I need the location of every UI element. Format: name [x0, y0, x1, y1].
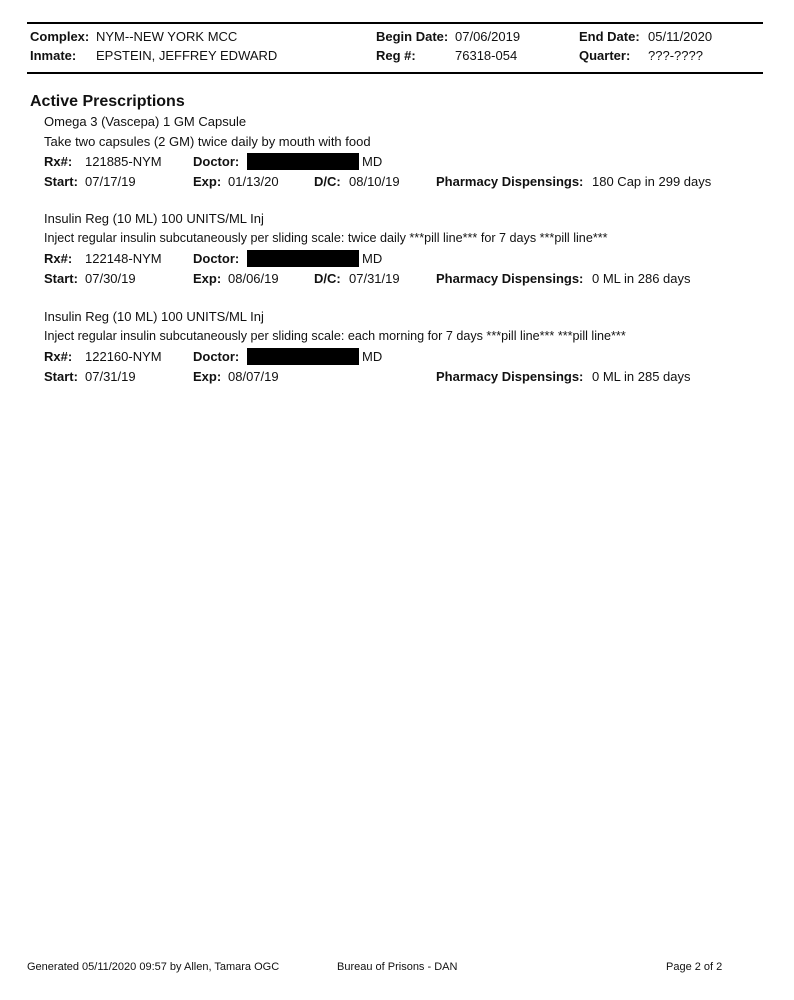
quarter-label: Quarter:	[579, 48, 631, 63]
drug-name: Omega 3 (Vascepa) 1 GM Capsule	[44, 114, 247, 129]
pharmacy-label: Pharmacy Dispensings:	[436, 271, 584, 286]
doctor-label: Doctor:	[193, 349, 240, 364]
section-title: Active Prescriptions	[30, 93, 185, 110]
pharmacy-dispensings: 0 ML in 286 days	[592, 271, 691, 286]
pharmacy-label: Pharmacy Dispensings:	[436, 174, 584, 189]
page-number: Page 2 of 2	[666, 961, 723, 973]
reg-value: 76318-054	[455, 48, 518, 63]
redaction-box	[247, 348, 359, 365]
end-date-label: End Date:	[579, 29, 640, 44]
drug-name: Insulin Reg (10 ML) 100 UNITS/ML Inj	[44, 211, 264, 226]
exp-label: Exp:	[193, 271, 222, 286]
quarter-value: ???-????	[648, 48, 703, 63]
agency-name: Bureau of Prisons - DAN	[337, 961, 458, 973]
begin-date-value: 07/06/2019	[455, 29, 521, 44]
rx-number: 122160-NYM	[85, 349, 162, 364]
redaction-box	[247, 153, 359, 170]
start-date: 07/17/19	[85, 174, 136, 189]
dc-label: D/C:	[314, 174, 341, 189]
pharmacy-dispensings: 0 ML in 285 days	[592, 369, 691, 384]
md-suffix: MD	[362, 349, 383, 364]
rx-number: 122148-NYM	[85, 251, 162, 266]
header-bottom-rule	[27, 72, 763, 74]
dc-date: 07/31/19	[349, 271, 400, 286]
exp-date: 08/07/19	[228, 369, 279, 384]
generated-info: Generated 05/11/2020 09:57 by Allen, Tamara OGC	[27, 961, 280, 973]
md-suffix: MD	[362, 251, 383, 266]
reg-label: Reg #:	[376, 48, 416, 63]
instructions: Take two capsules (2 GM) twice daily by mouth with food	[44, 134, 371, 149]
start-label: Start:	[44, 369, 78, 384]
rx-label: Rx#:	[44, 154, 73, 169]
doctor-label: Doctor:	[193, 251, 240, 266]
pharmacy-dispensings: 180 Cap in 299 days	[592, 174, 712, 189]
exp-label: Exp:	[193, 174, 222, 189]
complex-label: Complex:	[30, 29, 90, 44]
exp-date: 08/06/19	[228, 271, 279, 286]
doctor-label: Doctor:	[193, 154, 240, 169]
instructions: Inject regular insulin subcutaneously per sliding scale: each morning for 7 days ***pill line*** ***pill line***	[44, 329, 626, 343]
complex-value: NYM--NEW YORK MCC	[96, 29, 238, 44]
dc-label: D/C:	[314, 271, 341, 286]
md-suffix: MD	[362, 154, 383, 169]
header-top-rule	[27, 22, 763, 24]
start-label: Start:	[44, 271, 78, 286]
start-date: 07/31/19	[85, 369, 136, 384]
start-label: Start:	[44, 174, 78, 189]
start-date: 07/30/19	[85, 271, 136, 286]
exp-date: 01/13/20	[228, 174, 279, 189]
inmate-value: EPSTEIN, JEFFREY EDWARD	[96, 48, 278, 63]
pharmacy-label: Pharmacy Dispensings:	[436, 369, 584, 384]
inmate-label: Inmate:	[30, 48, 77, 63]
rx-label: Rx#:	[44, 349, 73, 364]
rx-number: 121885-NYM	[85, 154, 162, 169]
end-date-value: 05/11/2020	[648, 29, 713, 44]
rx-label: Rx#:	[44, 251, 73, 266]
exp-label: Exp:	[193, 369, 222, 384]
dc-date: 08/10/19	[349, 174, 400, 189]
drug-name: Insulin Reg (10 ML) 100 UNITS/ML Inj	[44, 309, 264, 324]
redaction-box	[247, 250, 359, 267]
instructions: Inject regular insulin subcutaneously per sliding scale: twice daily ***pill line*** for 7 days ***pill line***	[44, 231, 608, 245]
begin-date-label: Begin Date:	[376, 29, 449, 44]
